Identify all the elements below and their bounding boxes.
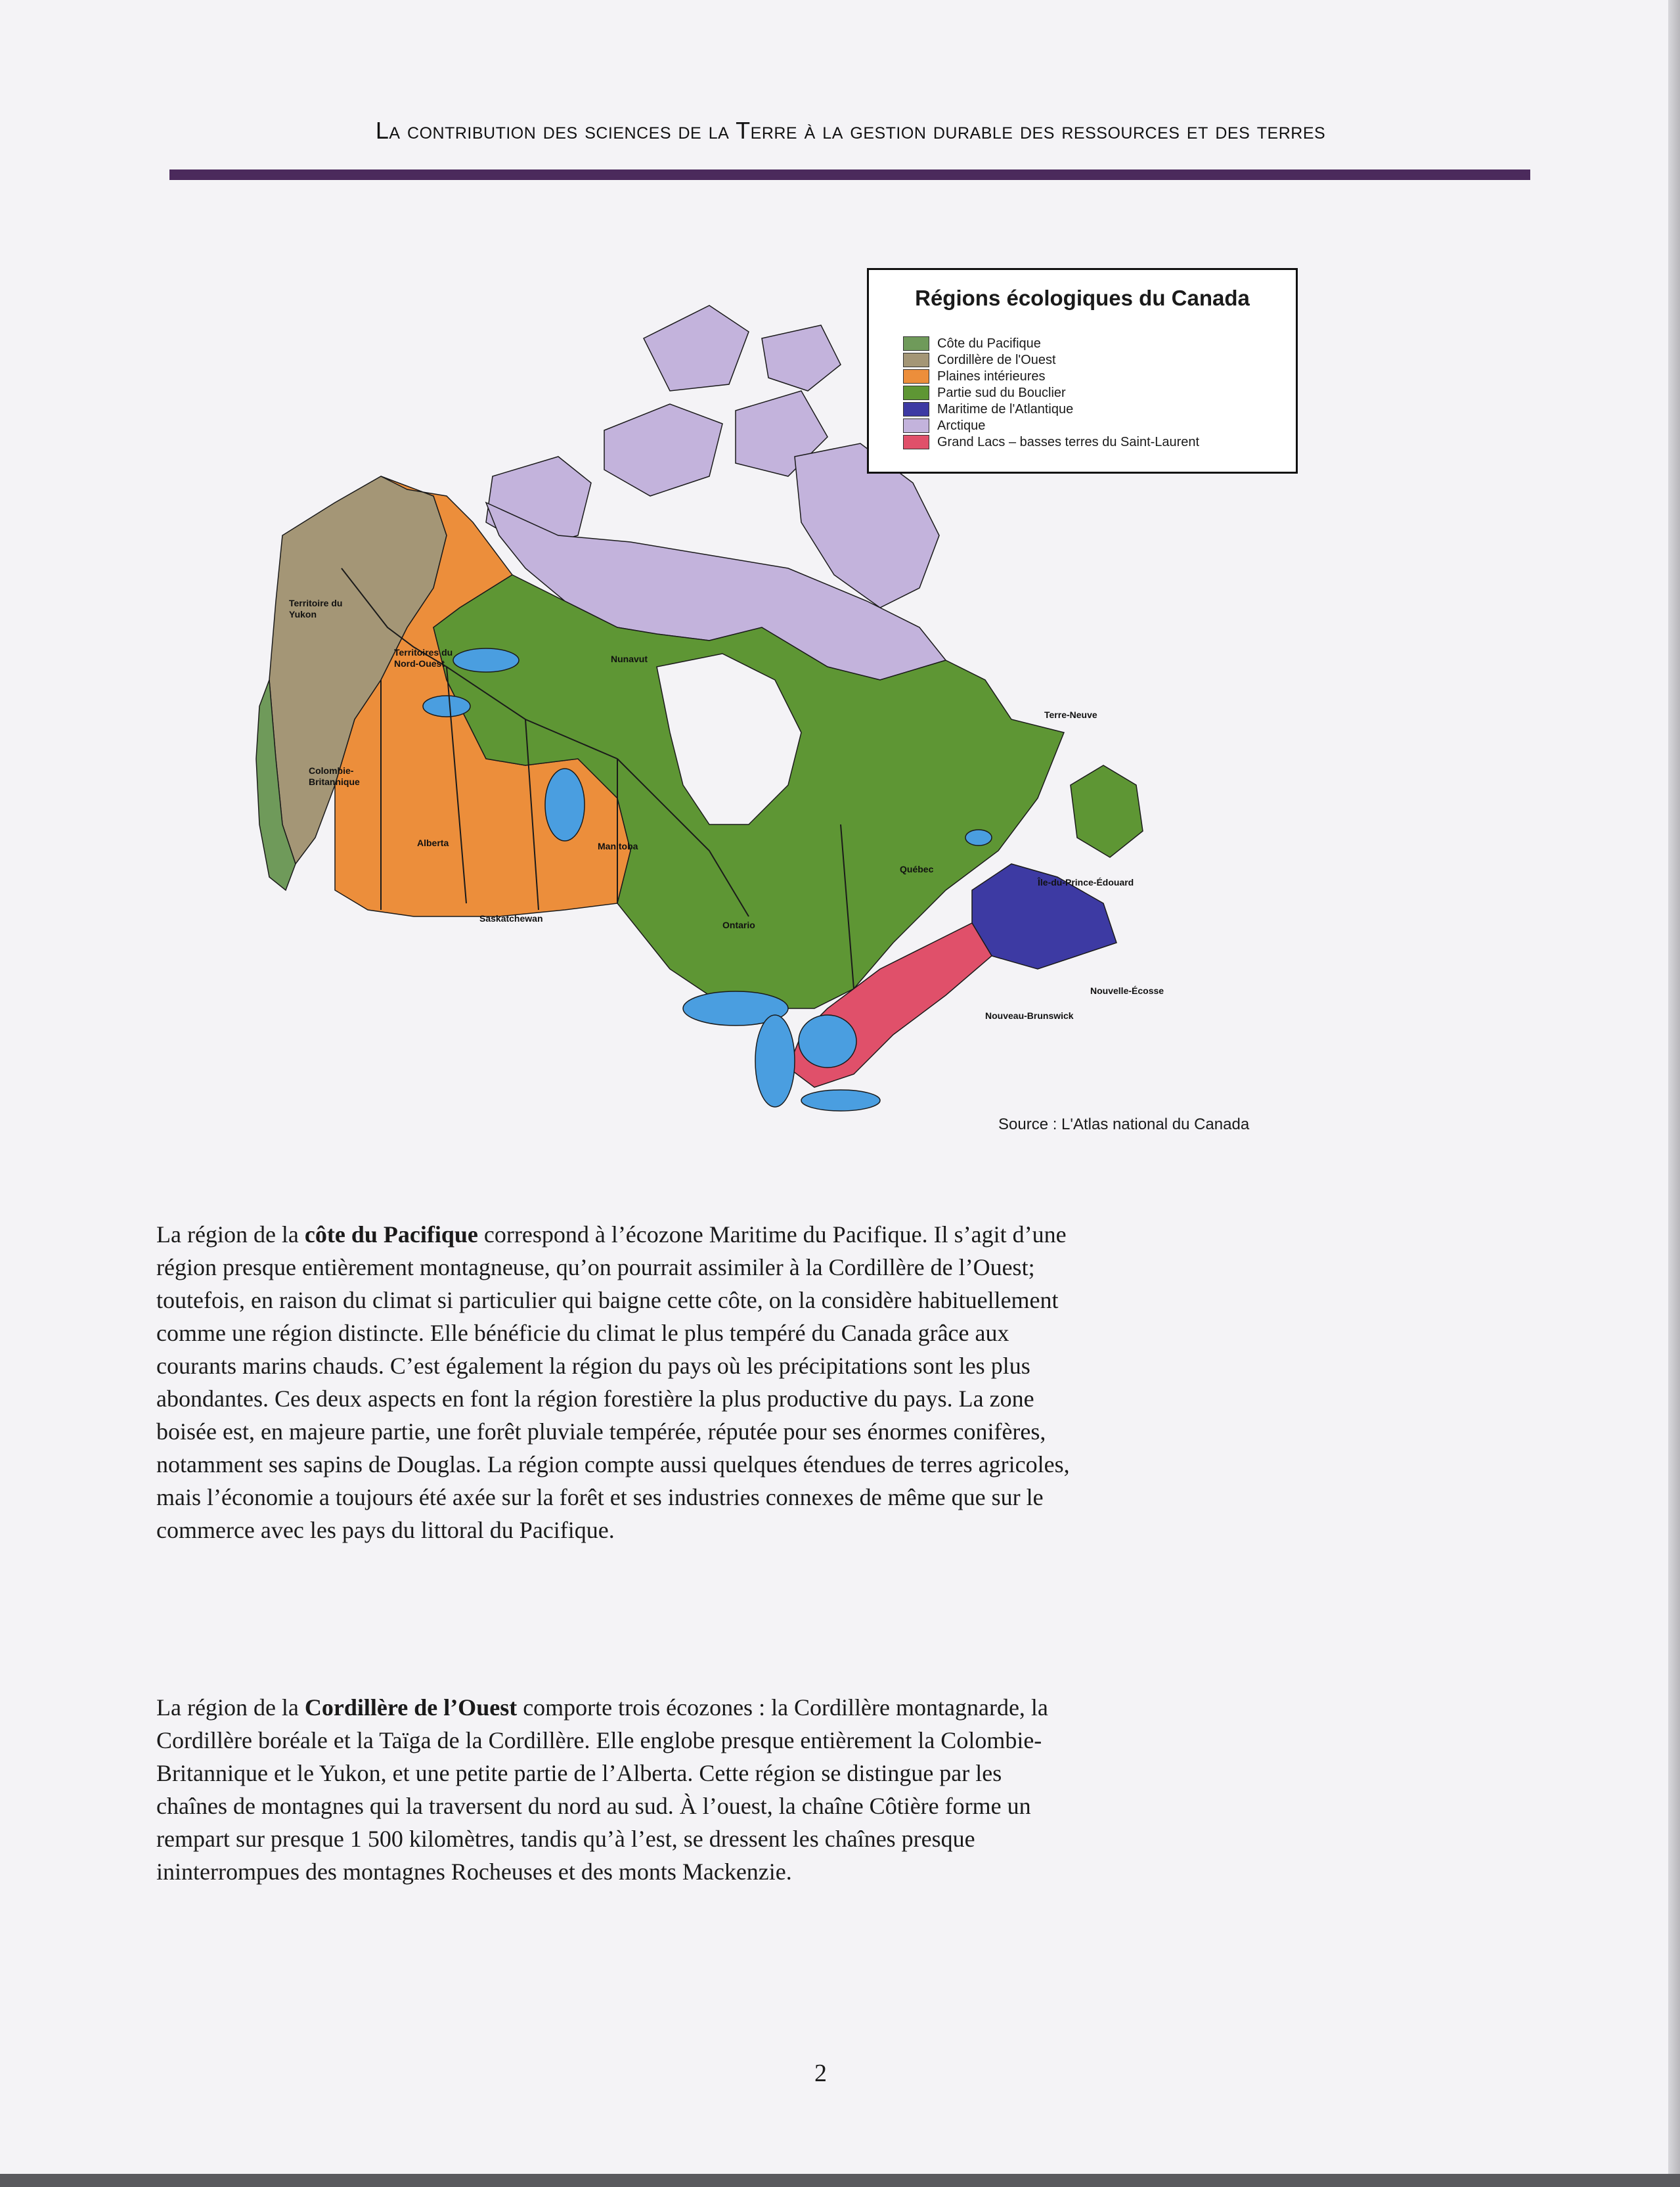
legend-label: Plaines intérieures	[937, 369, 1046, 384]
running-header: La contribution des sciences de la Terre à la gestion durable des ressources et des terres	[375, 117, 1326, 144]
map-label-yukon: Territoire du Yukon	[289, 598, 343, 620]
great-lake	[799, 1015, 856, 1068]
map-label-manitoba: Manitoba	[598, 841, 638, 851]
paragraph-text: correspond à l’écozone Maritime du Pacifique. Il s’agit d’une région presque entièrement montagneuse, qu’on pourrait assimiler à la Cordillère de l’Ouest; toutefois, en raison du climat si particulier qui baigne cette côte, on la considère habituellement comme une région distincte. Elle bénéficie du climat le plus tempéré du Canada grâce aux courants marins chauds. C’est également la région du pays où les précipitations sont les plus abondantes. Ces deux aspects en font la région forestière la plus productive du pays. La zone boisée est, en majeure partie, une forêt pluviale tempérée, réputée pour ses énormes conifères, notamment ses sapins de Douglas. La région compte aussi quelques étendues de terres agricoles, mais l’économie a toujours été axée sur la forêt et ses industries connexes de même que sur le commerce avec les pays du littoral du Pacifique.	[156, 1221, 1070, 1543]
legend-label: Maritime de l'Atlantique	[937, 401, 1074, 417]
legend-swatch	[903, 418, 929, 433]
legend-swatch	[903, 369, 929, 384]
legend-label: Partie sud du Bouclier	[937, 385, 1066, 400]
arctic-island	[644, 305, 749, 391]
legend-swatch	[903, 435, 929, 449]
lake	[965, 830, 992, 845]
region-term: côte du Pacifique	[304, 1221, 478, 1248]
paragraph	[156, 1218, 1076, 1546]
legend-title: Régions écologiques du Canada	[915, 286, 1250, 310]
map-label-newfoundland: Terre-Neuve	[1044, 710, 1097, 720]
map-label-new-brunswick: Nouveau-Brunswick	[985, 1010, 1074, 1021]
lake	[453, 648, 519, 672]
map-legend	[867, 268, 1298, 474]
map-source: Source : L'Atlas national du Canada	[998, 1116, 1250, 1133]
map-label-bc: Colombie-Britannique	[309, 765, 360, 787]
legend-item	[903, 336, 1199, 351]
legend-swatch	[903, 353, 929, 367]
page-bottom-shadow	[0, 2174, 1680, 2187]
legend-label: Arctique	[937, 418, 986, 433]
legend-item	[903, 418, 1199, 434]
great-lake	[755, 1015, 795, 1107]
paragraph-text: comporte trois écozones : la Cordillère montagnarde, la Cordillère boréale et la Taïga de la Cordillère. Elle englobe presque entièrement la Colombie-Britannique et le Yukon, et une petite partie de l’Alberta. Cette région se distingue par les chaînes de montagnes qui la traversent du nord au sud. À l’ouest, la chaîne Côtière forme un rempart sur presque 1 500 kilomètres, tandis qu’à l’est, se dressent les chaînes presque ininterrompues des montagnes Rocheuses et des monts Mackenzie.	[156, 1694, 1048, 1885]
paragraph-text: La région de la	[156, 1694, 305, 1721]
great-lake	[801, 1090, 880, 1111]
legend-item	[903, 385, 1199, 401]
legend-swatch	[903, 386, 929, 400]
paragraph-cordillere-ouest	[156, 1691, 1076, 1888]
map-label-alberta: Alberta	[417, 838, 449, 848]
map-label-nwt: Territoires du Nord-Ouest	[394, 647, 453, 669]
arctic-island	[604, 404, 722, 496]
lake	[423, 696, 470, 717]
legend-item	[903, 352, 1199, 368]
map-label-quebec: Québec	[900, 864, 934, 874]
lake	[545, 769, 585, 841]
map-label-pei: Île-du-Prince-Édouard	[1038, 877, 1134, 888]
page-number: 2	[814, 2060, 827, 2087]
paragraph-text: La région de la	[156, 1221, 305, 1248]
ecoregions-map	[250, 259, 1314, 1153]
legend-item	[903, 434, 1199, 450]
legend-list	[903, 336, 1199, 451]
header-rule	[169, 169, 1530, 180]
page-edge	[1668, 0, 1680, 2187]
paragraph	[156, 1691, 1076, 1888]
legend-item	[903, 369, 1199, 384]
arctic-island	[762, 325, 841, 391]
map-label-nova-scotia: Nouvelle-Écosse	[1090, 985, 1164, 996]
legend-swatch	[903, 402, 929, 417]
map-label-saskatchewan: Saskatchewan	[479, 913, 543, 924]
legend-item	[903, 401, 1199, 417]
map-label-nunavut: Nunavut	[611, 654, 648, 664]
map-label-ontario: Ontario	[722, 920, 755, 930]
legend-label: Grand Lacs – basses terres du Saint-Laurent	[937, 434, 1200, 449]
legend-label: Cordillère de l'Ouest	[937, 352, 1056, 367]
region-term: Cordillère de l’Ouest	[304, 1694, 518, 1721]
legend-swatch	[903, 336, 929, 351]
paragraph-cote-pacifique	[156, 1218, 1076, 1546]
region-terre-neuve	[1071, 765, 1143, 857]
legend-label: Côte du Pacifique	[937, 336, 1041, 351]
